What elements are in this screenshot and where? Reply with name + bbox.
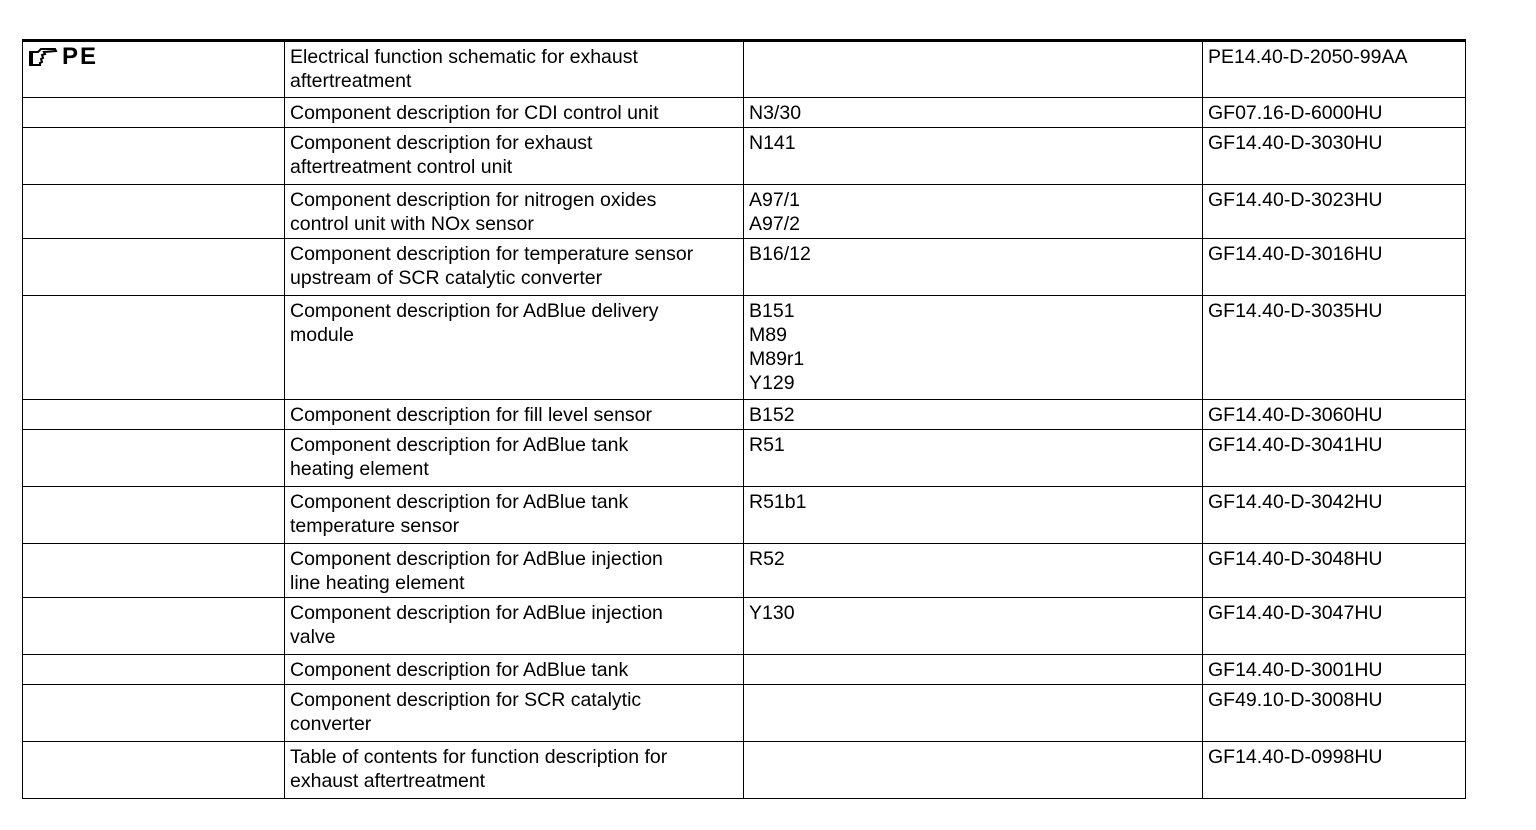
component-code: N141 — [749, 132, 796, 154]
marker-cell — [23, 128, 285, 185]
marker-cell — [23, 487, 285, 544]
marker-cell — [23, 185, 285, 239]
table-row — [23, 98, 1466, 128]
description-cell — [285, 128, 744, 185]
document-cell — [1203, 98, 1466, 128]
description-text: Component description for AdBlue tank heating element — [290, 434, 629, 480]
document-number: GF14.40-D-3047HU — [1208, 602, 1383, 624]
table-row — [23, 400, 1466, 430]
document-cell — [1203, 128, 1466, 185]
description-text: Component description for AdBlue tank — [290, 659, 629, 681]
document-cell — [1203, 598, 1466, 655]
description-text: Component description for AdBlue tank temperature sensor — [290, 491, 629, 537]
description-cell — [285, 544, 744, 598]
marker-cell — [23, 742, 285, 799]
component-code: A97/2 — [749, 213, 800, 235]
marker-cell — [23, 41, 285, 98]
marker-cell — [23, 98, 285, 128]
description-text: Component description for fill level sensor — [290, 404, 653, 426]
table-row — [23, 128, 1466, 185]
document-cell — [1203, 487, 1466, 544]
component-cell — [744, 487, 1203, 544]
reference-table-body — [23, 41, 1466, 799]
pe-marker — [28, 45, 98, 69]
description-cell — [285, 430, 744, 487]
document-cell — [1203, 185, 1466, 239]
document-cell — [1203, 400, 1466, 430]
document-cell — [1203, 685, 1466, 742]
marker-cell — [23, 544, 285, 598]
component-code: R51 — [749, 434, 785, 456]
document-cell — [1203, 742, 1466, 799]
description-text: Component description for CDI control unit — [290, 102, 659, 124]
description-text: Component description for nitrogen oxides control unit with NOx sensor — [290, 189, 657, 235]
component-cell — [744, 544, 1203, 598]
marker-cell — [23, 239, 285, 296]
description-cell — [285, 185, 744, 239]
component-cell — [744, 685, 1203, 742]
document-number: GF49.10-D-3008HU — [1208, 689, 1383, 711]
component-cell — [744, 430, 1203, 487]
document-number: GF14.40-D-3023HU — [1208, 189, 1383, 211]
component-cell — [744, 98, 1203, 128]
component-code: Y130 — [749, 602, 795, 624]
document-number: GF14.40-D-3035HU — [1208, 300, 1383, 322]
description-cell — [285, 400, 744, 430]
marker-cell — [23, 598, 285, 655]
component-code: B16/12 — [749, 243, 811, 265]
component-code: B151 — [749, 300, 795, 322]
document-number: GF07.16-D-6000HU — [1208, 102, 1383, 124]
table-row — [23, 742, 1466, 799]
marker-cell — [23, 685, 285, 742]
component-code: N3/30 — [749, 102, 802, 124]
description-cell — [285, 598, 744, 655]
marker-cell — [23, 400, 285, 430]
component-code: R52 — [749, 548, 785, 570]
document-number: GF14.40-D-3060HU — [1208, 404, 1383, 426]
description-cell — [285, 742, 744, 799]
description-cell — [285, 487, 744, 544]
pointing-hand-icon — [28, 46, 58, 68]
document-cell — [1203, 655, 1466, 685]
description-cell — [285, 239, 744, 296]
document-cell — [1203, 430, 1466, 487]
description-text: Table of contents for function description for exhaust aftertreatment — [290, 746, 668, 792]
description-cell — [285, 41, 744, 98]
component-cell — [744, 41, 1203, 98]
description-cell — [285, 655, 744, 685]
document-number: GF14.40-D-3030HU — [1208, 132, 1383, 154]
component-code: B152 — [749, 404, 795, 426]
component-cell — [744, 742, 1203, 799]
table-row — [23, 239, 1466, 296]
document-number: GF14.40-D-3001HU — [1208, 659, 1383, 681]
document-number: GF14.40-D-3042HU — [1208, 491, 1383, 513]
document-number: GF14.40-D-3016HU — [1208, 243, 1383, 265]
component-code: A97/1 — [749, 189, 800, 211]
table-row — [23, 430, 1466, 487]
document-cell — [1203, 296, 1466, 400]
marker-cell — [23, 296, 285, 400]
component-code: R51b1 — [749, 491, 807, 513]
table-row — [23, 487, 1466, 544]
document-cell — [1203, 544, 1466, 598]
table-row — [23, 41, 1466, 98]
description-text: Component description for AdBlue injection line heating element — [290, 548, 663, 594]
description-text: Component description for AdBlue delivery module — [290, 300, 659, 346]
description-cell — [285, 296, 744, 400]
component-cell — [744, 185, 1203, 239]
table-row — [23, 685, 1466, 742]
description-cell — [285, 98, 744, 128]
component-code: M89 — [749, 324, 787, 346]
table-row — [23, 598, 1466, 655]
marker-cell — [23, 430, 285, 487]
document-cell — [1203, 239, 1466, 296]
component-code: M89r1 — [749, 348, 805, 370]
table-row — [23, 655, 1466, 685]
table-row — [23, 185, 1466, 239]
description-text: Component description for AdBlue injection valve — [290, 602, 663, 648]
document-number: PE14.40-D-2050-99AA — [1208, 46, 1408, 68]
description-text: Component description for exhaust aftertreatment control unit — [290, 132, 593, 178]
description-text: Electrical function schematic for exhaust aftertreatment — [290, 46, 638, 92]
description-text: Component description for SCR catalytic converter — [290, 689, 642, 735]
document-number: GF14.40-D-0998HU — [1208, 746, 1383, 768]
table-row — [23, 544, 1466, 598]
component-code: Y129 — [749, 372, 795, 394]
component-cell — [744, 400, 1203, 430]
table-row — [23, 296, 1466, 400]
pe-label: PE — [62, 43, 99, 70]
description-text: Component description for temperature sensor upstream of SCR catalytic converter — [290, 243, 694, 289]
component-cell — [744, 598, 1203, 655]
document-cell — [1203, 41, 1466, 98]
component-cell — [744, 655, 1203, 685]
component-cell — [744, 128, 1203, 185]
component-cell — [744, 239, 1203, 296]
document-number: GF14.40-D-3048HU — [1208, 548, 1383, 570]
document-number: GF14.40-D-3041HU — [1208, 434, 1383, 456]
description-cell — [285, 685, 744, 742]
reference-table — [22, 39, 1466, 799]
marker-cell — [23, 655, 285, 685]
component-cell — [744, 296, 1203, 400]
